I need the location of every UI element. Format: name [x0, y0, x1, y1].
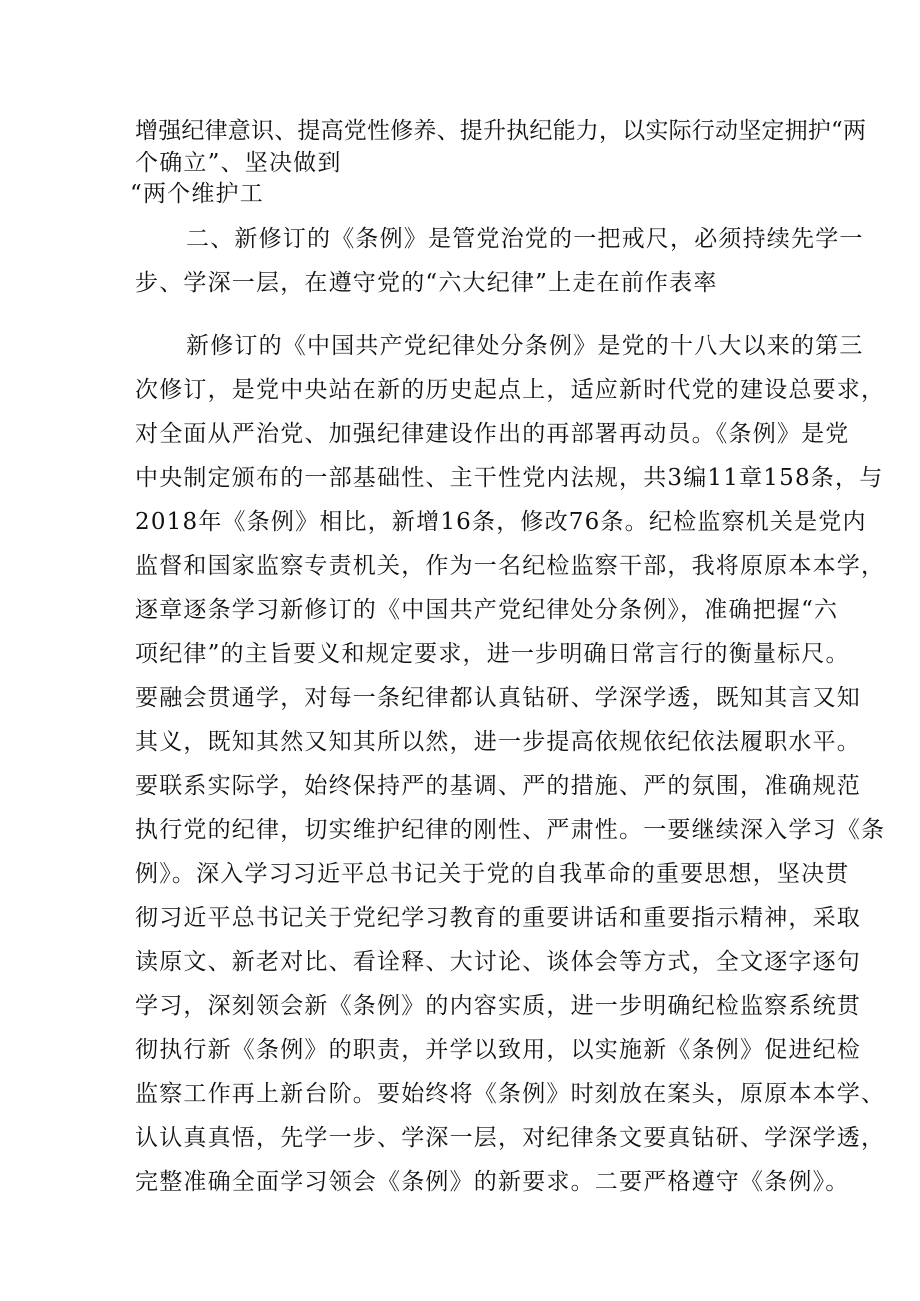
paragraph-line-16: 学习，深刻领会新《条例》的内容实质，进一步明确纪检监察系统贯: [135, 993, 861, 1019]
paragraph-line-11: 要联系实际学，始终保持严的基调、严的措施、严的氛围，准确规范: [135, 773, 861, 799]
paragraph-line-9: 要融会贯通学，对每一条纪律都认真钻研、学深学透，既知其言又知: [135, 685, 861, 711]
paragraph-line-20: 完整准确全面学习领会《条例》的新要求。二要严格遵守《条例》。: [135, 1169, 850, 1195]
section-heading-line-1: 二、新修订的《条例》是管党治党的一把戒尺，必须持续先学一: [186, 226, 864, 252]
paragraph-line-19: 认认真真悟，先学一步、学深一层，对纪律条文要真钻研、学深学透，: [135, 1125, 886, 1151]
paragraph-line-17: 彻执行新《条例》的职责，并学以致用，以实施新《条例》促进纪检: [135, 1037, 861, 1063]
paragraph-line-4: 中央制定颁布的一部基础性、主干性党内法规，共3编11章158条，与: [135, 465, 884, 491]
paragraph-line-14: 彻习近平总书记关于党纪学习教育的重要讲话和重要指示精神，采取: [135, 905, 861, 931]
paragraph-line-15: 读原文、新老对比、看诠释、大讨论、谈体会等方式，全文逐字逐句: [135, 949, 861, 975]
paragraph-line-18: 监察工作再上新台阶。要始终将《条例》时刻放在案头，原原本本学、: [135, 1081, 886, 1107]
paragraph-line-6: 监督和国家监察专责机关，作为一名纪检监察干部，我将原原本本学，: [135, 553, 886, 579]
paragraph-line-2: 次修订，是党中央站在新的历史起点上，适应新时代党的建设总要求，: [135, 377, 886, 403]
paragraph-line-12: 执行党的纪律，切实维护纪律的刚性、严肃性。一要继续深入学习《条: [135, 817, 886, 843]
section-heading-line-2: 步、学深一层，在遵守党的“六大纪律”上走在前作表率: [135, 270, 718, 296]
text-line-2: 个确立”、坚决做到: [135, 150, 342, 176]
paragraph-line-8: 项纪律”的主旨要义和规定要求，进一步明确日常言行的衡量标尺。: [135, 641, 850, 667]
paragraph-line-13: 例》。深入学习习近平总书记关于党的自我革命的重要思想，坚决贯: [135, 861, 850, 887]
paragraph-line-10: 其义，既知其然又知其所以然，进一步提高依规依纪依法履职水平。: [135, 729, 861, 755]
text-line-1: 增强纪律意识、提高党性修养、提升执纪能力，以实际行动坚定拥护“两: [135, 118, 867, 144]
paragraph-line-1: 新修订的《中国共产党纪律处分条例》是党的十八大以来的第三: [186, 333, 864, 359]
paragraph-line-5: 2018年《条例》相比，新增16条，修改76条。纪检监察机关是党内: [135, 509, 867, 535]
paragraph-line-3: 对全面从严治党、加强纪律建设作出的再部署再动员。《条例》是党: [135, 421, 850, 447]
text-line-3: “两个维护工: [130, 181, 264, 207]
paragraph-line-7: 逐章逐条学习新修订的《中国共产党纪律处分条例》，准确把握“六: [135, 597, 839, 623]
